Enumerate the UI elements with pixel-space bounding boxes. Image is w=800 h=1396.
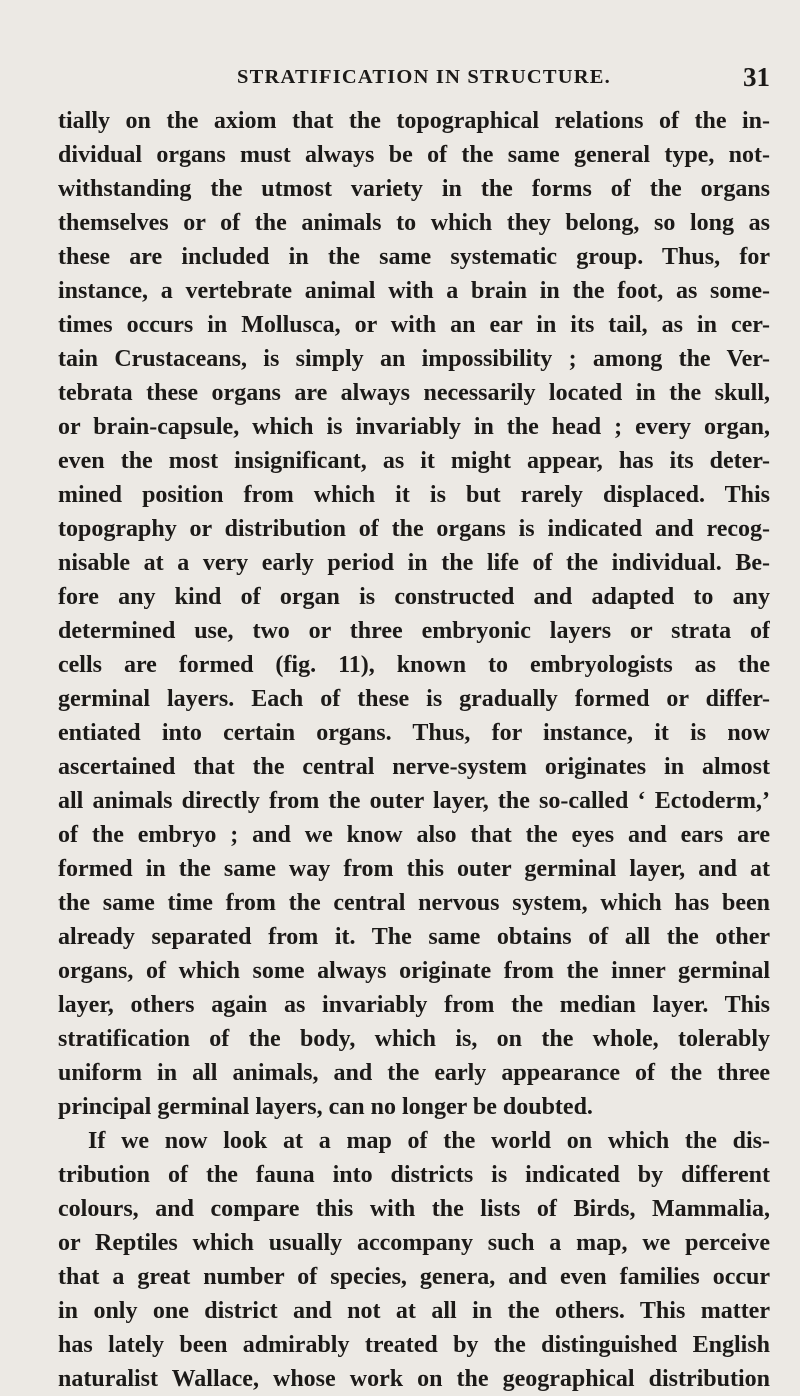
text-line: instance, a vertebrate animal with a brain in the foot, as some- — [58, 278, 770, 304]
text-line: layer, others again as invariably from the median layer. This — [58, 992, 770, 1018]
text-line: fore any kind of organ is constructed and adapted to any — [58, 584, 770, 610]
text-line: organs, of which some always originate from the inner germinal — [58, 958, 770, 984]
text-line: dividual organs must always be of the same general type, not- — [58, 142, 770, 168]
text-line: or brain-capsule, which is invariably in the head ; every organ, — [58, 414, 770, 440]
text-line: all animals directly from the outer layer, the so-called ‘ Ectoderm,’ — [58, 788, 770, 814]
text-line: already separated from it. The same obtains of all the other — [58, 924, 770, 950]
text-line: or Reptiles which usually accompany such a map, we perceive — [58, 1230, 770, 1256]
text-line: topography or distribution of the organs is indicated and recog- — [58, 516, 770, 542]
body-text — [58, 104, 770, 1396]
text-line: tebrata these organs are always necessarily located in the skull, — [58, 380, 770, 406]
text-line: even the most insignificant, as it might appear, has its deter- — [58, 448, 770, 474]
text-line: entiated into certain organs. Thus, for instance, it is now — [58, 720, 770, 746]
text-line: uniform in all animals, and the early appearance of the three — [58, 1060, 770, 1086]
text-line: that a great number of species, genera, and even families occur — [58, 1264, 770, 1290]
text-line: these are included in the same systematic group. Thus, for — [58, 244, 770, 270]
text-line: has lately been admirably treated by the distinguished English — [58, 1332, 770, 1358]
text-line: mined position from which it is but rarely displaced. This — [58, 482, 770, 508]
text-line: naturalist Wallace, whose work on the geographical distribution — [58, 1366, 770, 1392]
text-line: tribution of the fauna into districts is indicated by different — [58, 1162, 770, 1188]
text-line: nisable at a very early period in the life of the individual. Be- — [58, 550, 770, 576]
running-head — [58, 62, 770, 100]
text-line: determined use, two or three embryonic layers or strata of — [58, 618, 770, 644]
running-title: STRATIFICATION IN STRUCTURE. — [236, 66, 611, 88]
text-line: tain Crustaceans, is simply an impossibility ; among the Ver- — [58, 346, 770, 372]
paragraph-start-line: If we now look at a map of the world on which the dis- — [88, 1128, 770, 1154]
text-line: formed in the same way from this outer germinal layer, and at — [58, 856, 770, 882]
text-line: of the embryo ; and we know also that the eyes and ears are — [58, 822, 770, 848]
text-line: in only one district and not at all in the others. This matter — [58, 1298, 770, 1324]
text-line: cells are formed (fig. 11), known to embryologists as the — [58, 652, 770, 678]
text-line: germinal layers. Each of these is gradually formed or differ- — [58, 686, 770, 712]
text-line: times occurs in Mollusca, or with an ear in its tail, as in cer- — [58, 312, 770, 338]
text-line: stratification of the body, which is, on the whole, tolerably — [58, 1026, 770, 1052]
text-line: tially on the axiom that the topographical relations of the in- — [58, 108, 770, 134]
page-number: 31 — [743, 62, 770, 92]
text-line: colours, and compare this with the lists of Birds, Mammalia, — [58, 1196, 770, 1222]
paragraph-end-line: principal germinal layers, can no longer be doubted. — [58, 1094, 593, 1120]
text-line: themselves or of the animals to which they belong, so long as — [58, 210, 770, 236]
text-line: ascertained that the central nerve-system originates in almost — [58, 754, 770, 780]
text-line: withstanding the utmost variety in the forms of the organs — [58, 176, 770, 202]
text-line: the same time from the central nervous system, which has been — [58, 890, 770, 916]
